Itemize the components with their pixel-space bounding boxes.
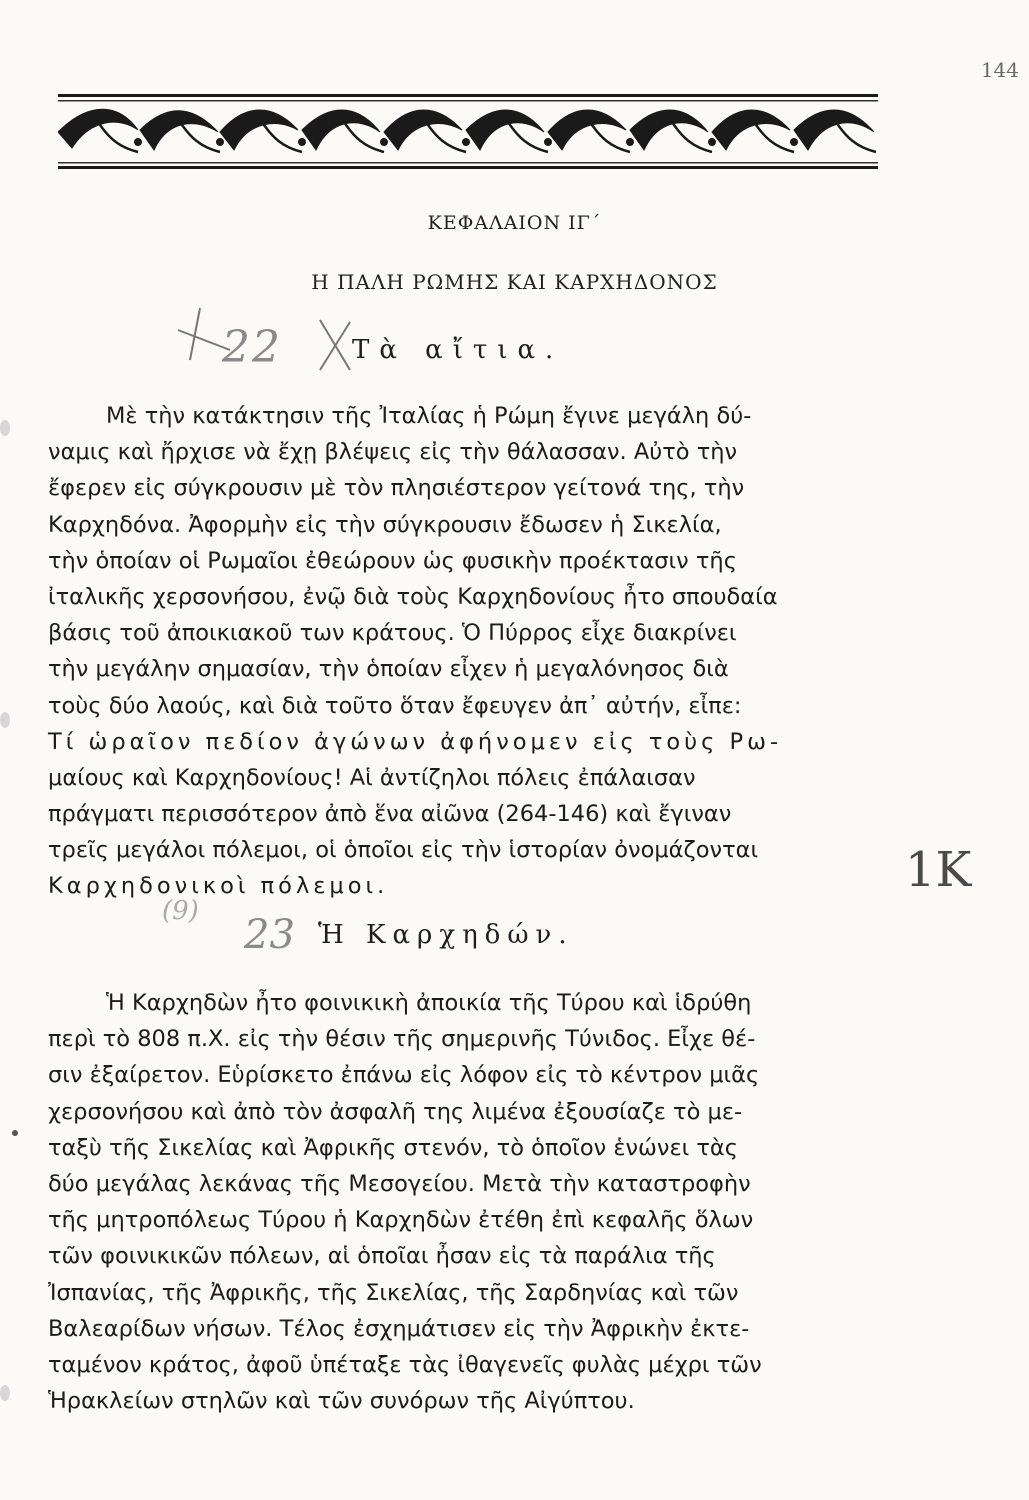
text-line: τὴν μεγάλην σημασίαν, τὴν ὁποίαν εἶχεν ἡ μεγαλόνησος διὰ bbox=[48, 656, 729, 683]
text-line: βάσις τοῦ ἀποικιακοῦ των κράτους. Ὁ Πύρρος εἶχε διακρίνει bbox=[48, 620, 737, 647]
page-number: 144 bbox=[980, 58, 1019, 82]
margin-dot bbox=[12, 1130, 18, 1136]
text-line: Καρχηδονικοὶ πόλεμοι. bbox=[48, 873, 389, 900]
text-line: πράγματι περισσότερον ἀπὸ ἕνα αἰῶνα (264-146) καὶ ἔγιναν bbox=[48, 801, 732, 828]
text-line: δύο μεγάλας λεκάνας τῆς Μεσογείου. Μετὰ τὴν καταστροφὴν bbox=[48, 1170, 751, 1197]
text-line: Ἡ Καρχηδὼν ἦτο φοινικικὴ ἀποικία τῆς Τύρου καὶ ἱδρύθη bbox=[106, 990, 752, 1016]
text-line: περὶ τὸ 808 π.Χ. εἰς τὴν θέσιν τῆς σημερινῆς Τύνιδος. Εἶχε θέ- bbox=[48, 1026, 756, 1053]
chapter-title: ΚΕΦΑΛΑΙΟΝ ΙΓ΄ bbox=[427, 212, 602, 234]
section-2-paragraph bbox=[48, 985, 896, 1419]
text-line: χερσονήσου καὶ ἀπὸ τὸν ἀσφαλῆ της λιμένα ἐξουσίαζε τὸ με- bbox=[48, 1098, 743, 1125]
text-line: ἔφερεν εἰς σύγκρουσιν μὲ τὸν πλησιέστερον γείτονά της, τὴν bbox=[48, 475, 745, 502]
handwritten-number-23: 23 bbox=[244, 912, 295, 958]
text-line: Τί ὡραῖον πεδίον ἀγώνων ἀφήνομεν εἰς τοὺς Ρω- bbox=[48, 728, 783, 755]
section-heading-causes: Τὰ αἴτια. bbox=[352, 335, 564, 365]
text-line: ταμένον κράτος, ἀφοῦ ὑπέταξε τὰς ἰθαγενεῖς φυλὰς μέχρι τῶν bbox=[48, 1351, 762, 1378]
text-line: τὴν ὁποίαν οἱ Ρωμαῖοι ἐθεώρουν ὡς φυσικὴν προέκτασιν τῆς bbox=[48, 547, 737, 574]
text-line: ταξὺ τῆς Σικελίας καὶ Ἀφρικῆς στενόν, τὸ ὁποῖον ἑνώνει τὰς bbox=[48, 1134, 738, 1161]
text-line: Μὲ τὴν κατάκτησιν τῆς Ἰταλίας ἡ Ρώμη ἔγινε μεγάλη δύ- bbox=[106, 403, 752, 429]
text-line: μαίους καὶ Καρχηδονίους! Αἱ ἀντίζηλοι πόλεις ἐπάλαισαν bbox=[48, 764, 696, 791]
binding-hole bbox=[0, 712, 10, 728]
handwritten-mark-1k: 1Κ bbox=[905, 842, 972, 898]
text-line: ἰταλικῆς χερσονήσου, ἐνῷ διὰ τοὺς Καρχηδονίους ἦτο σπουδαία bbox=[48, 583, 778, 610]
text-line: Ἡρακλείων στηλῶν καὶ τῶν συνόρων τῆς Αἰγύπτου. bbox=[48, 1388, 635, 1415]
text-line: τῆς μητροπόλεως Τύρου ἡ Καρχηδὼν ἐτέθη ἐπὶ κεφαλῆς ὅλων bbox=[48, 1207, 754, 1234]
text-line: τῶν φοινικικῶν πόλεων, αἱ ὁποῖαι ἦσαν εἰς τὰ παράλια τῆς bbox=[48, 1243, 716, 1270]
handwritten-number-22: 22 bbox=[222, 322, 282, 373]
text-line: σιν ἐξαίρετον. Εὑρίσκετο ἐπάνω εἰς λόφον εἰς τὸ κέντρον μιᾶς bbox=[48, 1062, 760, 1089]
chapter-subtitle: Η ΠΑΛΗ ΡΩΜΗΣ ΚΑΙ ΚΑΡΧΗΔΟΝΟΣ bbox=[311, 270, 718, 294]
section-1-paragraph bbox=[48, 398, 896, 905]
binding-hole bbox=[0, 1385, 10, 1401]
handwritten-mark-paren: (9) bbox=[162, 896, 199, 926]
text-line: Καρχηδόνα. Ἀφορμὴν εἰς τὴν σύγκρουσιν ἔδωσεν ἡ Σικελία, bbox=[48, 511, 722, 538]
text-line: τοὺς δύο λαούς, καὶ διὰ τοῦτο ὅταν ἔφευγεν ἀπ᾽ αὐτήν, εἶπε: bbox=[48, 692, 742, 719]
text-line: Ἰσπανίας, τῆς Ἀφρικῆς, τῆς Σικελίας, τῆς Σαρδηνίας καὶ τῶν bbox=[48, 1279, 739, 1306]
text-line: τρεῖς μεγάλοι πόλεμοι, οἱ ὁποῖοι εἰς τὴν ἱστορίαν ὀνομάζονται bbox=[48, 837, 759, 864]
binding-hole bbox=[0, 420, 10, 436]
text-line: ναμις καὶ ἤρχισε νὰ ἔχῃ βλέψεις εἰς τὴν θάλασσαν. Αὐτὸ τὴν bbox=[48, 439, 738, 466]
text-line: Βαλεαρίδων νήσων. Τέλος ἐσχημάτισεν εἰς τὴν Ἀφρικὴν ἐκτε- bbox=[48, 1315, 750, 1342]
decorative-header-ornament bbox=[58, 92, 878, 174]
section-heading-carthage: Ἡ Καρχηδών. bbox=[318, 920, 574, 950]
